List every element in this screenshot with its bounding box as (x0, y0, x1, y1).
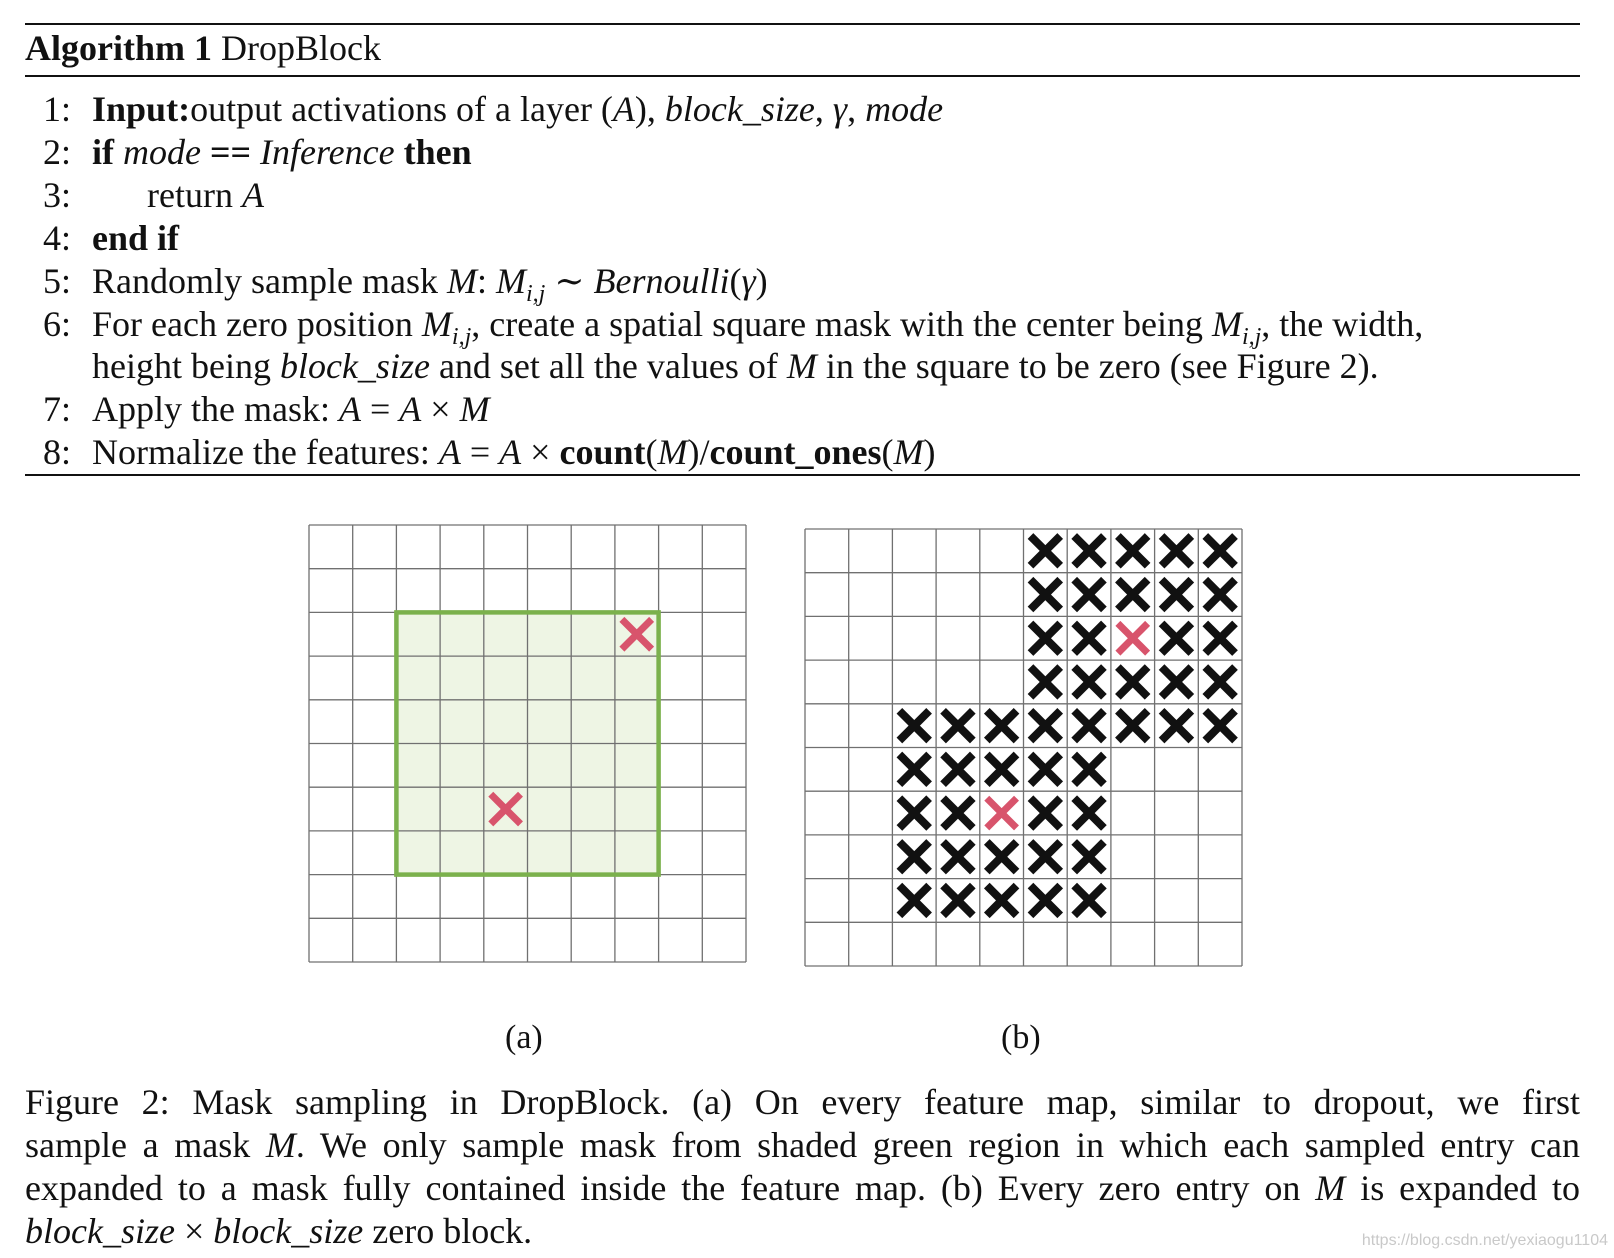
caption-line (25, 1167, 1580, 1210)
caption-line (25, 1210, 1580, 1253)
text-run: ) (755, 261, 768, 301)
math-symbol: block_size (664, 89, 815, 129)
bold-text: end if (92, 218, 180, 258)
line-number: 7: (43, 389, 72, 429)
zeroed-entry-x-mark (899, 798, 929, 828)
math-symbol: block_size (213, 1211, 364, 1251)
text-run: : (476, 261, 496, 301)
zeroed-entry-x-mark (899, 842, 929, 872)
caption-line (25, 1124, 1580, 1167)
math-symbol: M (893, 432, 924, 472)
zeroed-entry-x-mark (1030, 754, 1060, 784)
zeroed-entry-x-mark (1074, 623, 1104, 653)
zeroed-entry-x-mark (899, 886, 929, 916)
zeroed-entry-x-mark (1162, 580, 1192, 610)
zeroed-entry-x-mark (987, 886, 1017, 916)
zeroed-entry-x-mark (987, 711, 1017, 741)
zeroed-entry-x-mark (1162, 711, 1192, 741)
zeroed-entry-x-mark (1074, 536, 1104, 566)
zeroed-entry-x-mark (1118, 580, 1148, 610)
line-number: 2: (43, 132, 72, 172)
zeroed-entry-x-mark (1118, 536, 1148, 566)
text-run: Figure 2: Mask sampling in DropBlock. (a) On every feature map, similar to dropout, we first (25, 1082, 1580, 1122)
math-symbol: M (265, 1125, 296, 1165)
text-run: × (521, 432, 560, 472)
text-run: ( (645, 432, 658, 472)
text-run: Randomly sample mask (92, 261, 447, 301)
zeroed-entry-x-mark (1030, 798, 1060, 828)
math-symbol: γ (832, 89, 848, 129)
text-run: , (814, 89, 833, 129)
zeroed-entry-x-mark (1030, 886, 1060, 916)
line-number: 3: (43, 175, 72, 215)
figure-caption (25, 1081, 1580, 1253)
math-symbol: M (1315, 1168, 1346, 1208)
caption-line (25, 1081, 1580, 1124)
math-symbol: mode (123, 132, 201, 172)
bold-text: Input: (92, 89, 191, 129)
bold-text: count_ones (709, 432, 882, 472)
zeroed-entry-x-mark (899, 754, 929, 784)
text-run: )/ (687, 432, 710, 472)
text-run: ∼ (545, 261, 594, 301)
block-center-x-mark (1118, 623, 1148, 653)
feature-map-grid-b (805, 529, 1242, 966)
zeroed-entry-x-mark (1030, 536, 1060, 566)
math-symbol: M (495, 261, 526, 301)
zeroed-entry-x-mark (1074, 886, 1104, 916)
text-run: ), (634, 89, 665, 129)
zeroed-entry-x-mark (1074, 711, 1104, 741)
subfigure-a-label: (a) (505, 1019, 543, 1056)
block-center-x-mark (987, 798, 1017, 828)
zeroed-entry-x-mark (1074, 667, 1104, 697)
text-run: ) (923, 432, 936, 472)
text-run: output activations of a layer ( (190, 89, 613, 129)
math-symbol: A (612, 89, 635, 129)
zeroed-entry-x-mark (1030, 842, 1060, 872)
zeroed-entry-x-mark (1074, 754, 1104, 784)
math-symbol: M (446, 261, 477, 301)
zeroed-entry-x-mark (1030, 711, 1060, 741)
zeroed-entry-x-mark (1030, 580, 1060, 610)
math-subscript: i,j (451, 324, 472, 350)
line-number: 4: (43, 218, 72, 258)
text-run: and set all the values of (429, 346, 787, 386)
math-symbol: M (421, 304, 452, 344)
bold-text: == (200, 132, 261, 172)
zeroed-entry-x-mark (943, 798, 973, 828)
text-run: ( (881, 432, 894, 472)
text-run: height being (92, 346, 280, 386)
zeroed-entry-x-mark (943, 711, 973, 741)
algorithm-label: Algorithm 1 (25, 28, 212, 68)
zeroed-entry-x-mark (1205, 580, 1235, 610)
subfigure-b-label: (b) (1001, 1019, 1041, 1056)
zeroed-entry-x-mark (1074, 580, 1104, 610)
zeroed-entry-x-mark (1162, 667, 1192, 697)
math-symbol: M (657, 432, 688, 472)
text-run: , (847, 89, 866, 129)
zeroed-entry-x-mark (1205, 667, 1235, 697)
text-run: = (460, 432, 500, 472)
zeroed-entry-x-mark (1205, 623, 1235, 653)
zeroed-entry-x-mark (943, 754, 973, 784)
zeroed-entry-x-mark (899, 711, 929, 741)
line-number: 6: (43, 304, 72, 344)
zeroed-entry-x-mark (1074, 798, 1104, 828)
math-subscript: i,j (1241, 324, 1262, 350)
text-run: zero block. (363, 1211, 533, 1251)
zeroed-entry-x-mark (1030, 623, 1060, 653)
text-run: expanded to a mask fully contained inside the feature map. (b) Every zero entry on (25, 1168, 1316, 1208)
text-run: Normalize the features: (92, 432, 439, 472)
text-run: ( (729, 261, 742, 301)
zeroed-entry-x-mark (1030, 667, 1060, 697)
text-run: . We only sample mask from shaded green region in which each sampled entry can (295, 1125, 1580, 1165)
zeroed-entry-x-mark (987, 842, 1017, 872)
math-symbol: A (438, 432, 461, 472)
feature-map-grid-a (309, 525, 746, 962)
text-run: return (147, 175, 242, 215)
text-run: For each zero position (92, 304, 422, 344)
zeroed-entry-x-mark (1118, 667, 1148, 697)
math-symbol: block_size (25, 1211, 175, 1251)
algorithm-name: DropBlock (220, 28, 381, 68)
line-number: 5: (43, 261, 72, 301)
text-run: Apply the mask: (92, 389, 339, 429)
line-number: 8: (43, 432, 72, 472)
text-run: , the width, (1261, 304, 1424, 344)
zeroed-entry-x-mark (1118, 711, 1148, 741)
math-symbol: A (399, 389, 422, 429)
zeroed-entry-x-mark (943, 842, 973, 872)
bold-text: if (92, 132, 123, 172)
line-number: 1: (43, 89, 72, 129)
zeroed-entry-x-mark (1162, 623, 1192, 653)
text-run: in the square to be zero (see Figure 2). (816, 346, 1379, 386)
math-symbol: Inference (260, 132, 395, 172)
math-symbol: A (338, 389, 361, 429)
math-subscript: i,j (525, 281, 546, 307)
zeroed-entry-x-mark (1205, 711, 1235, 741)
math-symbol: M (459, 389, 490, 429)
math-symbol: γ (741, 261, 756, 301)
bold-text: count (559, 432, 646, 472)
zeroed-entry-x-mark (943, 886, 973, 916)
zeroed-entry-x-mark (1162, 536, 1192, 566)
bold-text: then (394, 132, 472, 172)
math-symbol: M (786, 346, 817, 386)
text-run: , create a spatial square mask with the center being (471, 304, 1212, 344)
text-run: = (360, 389, 400, 429)
math-symbol: A (241, 175, 264, 215)
math-symbol: Bernoulli (593, 261, 730, 301)
zeroed-entry-x-mark (1205, 536, 1235, 566)
text-run: sample a mask (25, 1125, 266, 1165)
text-run: is expanded to (1345, 1168, 1580, 1208)
math-symbol: block_size (279, 346, 430, 386)
math-symbol: M (1211, 304, 1242, 344)
zeroed-entry-x-mark (987, 754, 1017, 784)
text-run: × (174, 1211, 214, 1251)
watermark: https://blog.csdn.net/yexiaogu1104 (1361, 1232, 1608, 1249)
text-run: × (421, 389, 460, 429)
math-symbol: mode (865, 89, 944, 129)
zeroed-entry-x-mark (1074, 842, 1104, 872)
math-symbol: A (499, 432, 522, 472)
